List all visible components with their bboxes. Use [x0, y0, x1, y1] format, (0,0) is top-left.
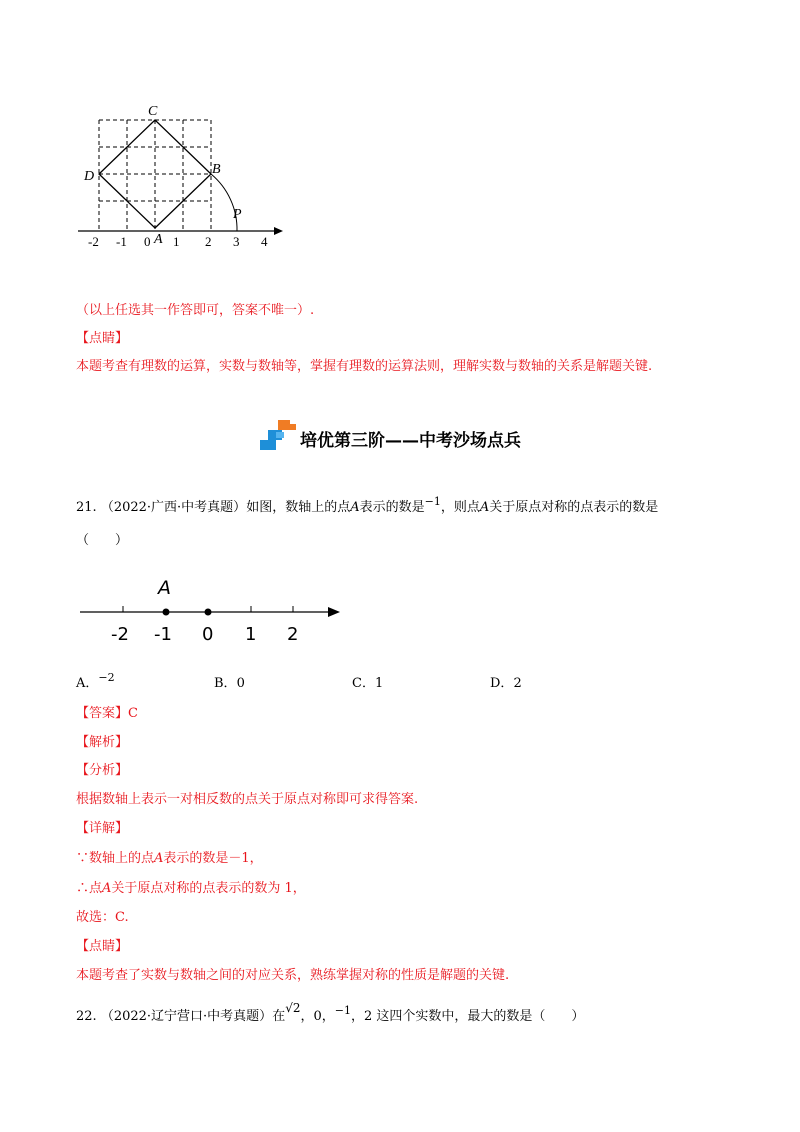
tick-label: -2: [88, 234, 99, 249]
tick-label: 2: [287, 624, 299, 645]
question-number: 21.: [76, 500, 97, 515]
question-source: （2022·广西·中考真题）: [100, 500, 247, 515]
dianjing-label: 【点睛】: [76, 331, 129, 346]
sqrt-two: √2: [285, 1001, 301, 1015]
number-line-figure: [70, 572, 350, 652]
stem-text: ，0，: [300, 1009, 335, 1024]
stem-text: 如图，数轴上的点: [246, 500, 351, 515]
answer-note: （以上任选其一作答即可，答案不唯一）.: [76, 303, 315, 318]
tick-label: -1: [116, 234, 127, 249]
step-text: ∵数轴上的点: [76, 851, 155, 866]
stem-text: 关于原点对称的点表示的数是: [489, 500, 659, 515]
option-value: 0: [236, 676, 245, 691]
value-neg-one: −1: [334, 1004, 351, 1017]
dianjing-text: 本题考查有理数的运算，实数与数轴等，掌握有理数的运算法则，理解实数与数轴的关系是解题关键.: [76, 359, 653, 374]
step-text: 关于原点对称的点表示的数为 1，: [111, 881, 306, 896]
point-b-label: B: [212, 162, 221, 177]
tick-label: 0: [144, 234, 151, 249]
step-text: ∴点: [76, 881, 103, 896]
option-value: 1: [374, 676, 384, 691]
option-letter: A．: [76, 676, 99, 691]
grid-square-figure: [70, 95, 300, 255]
tick-label: 0: [202, 624, 214, 645]
point-c-label: C: [148, 104, 158, 119]
option-c[interactable]: [352, 675, 383, 693]
origin-dot: [205, 609, 212, 616]
option-letter: D．: [490, 676, 514, 691]
point-a-dot: [163, 609, 170, 616]
tick-label: 1: [173, 234, 180, 249]
option-a[interactable]: [76, 671, 115, 693]
dianjing-label: 【点睛】: [76, 939, 129, 954]
option-d[interactable]: [490, 675, 522, 693]
point-d-label: D: [84, 169, 95, 184]
jiexi-label: 【解析】: [76, 735, 129, 750]
answer-line: [76, 705, 138, 723]
tick-label: -1: [154, 624, 172, 645]
stem-text: 在: [272, 1009, 286, 1024]
var-a: A: [350, 500, 360, 515]
var-a: A: [479, 500, 490, 515]
solution-step-1: [76, 850, 263, 868]
question-number: 22.: [76, 1009, 97, 1024]
option-b[interactable]: [214, 675, 245, 693]
tick-label: 1: [245, 624, 257, 645]
point-a-label: A: [158, 577, 171, 599]
tick-label: -2: [111, 624, 129, 645]
step-text: 表示的数是－1，: [163, 851, 263, 866]
fenxi-label: 【分析】: [76, 763, 129, 778]
var-a: A: [154, 851, 164, 866]
stem-text: ，2 这四个实数中，最大的数是（ ）: [350, 1009, 585, 1024]
tick-label: 4: [261, 234, 268, 249]
dianjing-text: 本题考查了实数与数轴之间的对应关系，熟练掌握对称的性质是解题的关键.: [76, 968, 510, 983]
solution-step-3: 故选：C.: [76, 910, 129, 925]
solution-step-2: [76, 880, 306, 898]
tick-label: 2: [205, 234, 212, 249]
option-value: 2: [513, 676, 522, 691]
point-p-label: P: [233, 207, 242, 222]
fenxi-text: 根据数轴上表示一对相反数的点关于原点对称即可求得答案.: [76, 792, 419, 807]
stem-text: 表示的数是: [359, 500, 425, 515]
question-21-paren: （ ）: [76, 533, 129, 548]
section-banner-icon: [258, 418, 298, 454]
stem-text: ，则点: [440, 500, 480, 515]
option-letter: B．: [214, 676, 237, 691]
option-letter: C．: [352, 676, 375, 691]
xiangjie-label: 【详解】: [76, 821, 129, 836]
question-21-stem: [76, 495, 659, 517]
section-title: 培优第三阶——中考沙场点兵: [300, 431, 521, 451]
answer-value: C: [128, 706, 138, 721]
tick-label: 3: [233, 234, 240, 249]
value-neg-one: −1: [424, 495, 441, 508]
answer-label: 【答案】: [76, 706, 129, 721]
var-a: A: [102, 881, 112, 896]
question-source: （2022·辽宁营口·中考真题）: [100, 1009, 273, 1024]
option-value: −2: [98, 671, 115, 684]
question-22-stem: [76, 1001, 585, 1026]
point-a-label: A: [154, 232, 163, 247]
